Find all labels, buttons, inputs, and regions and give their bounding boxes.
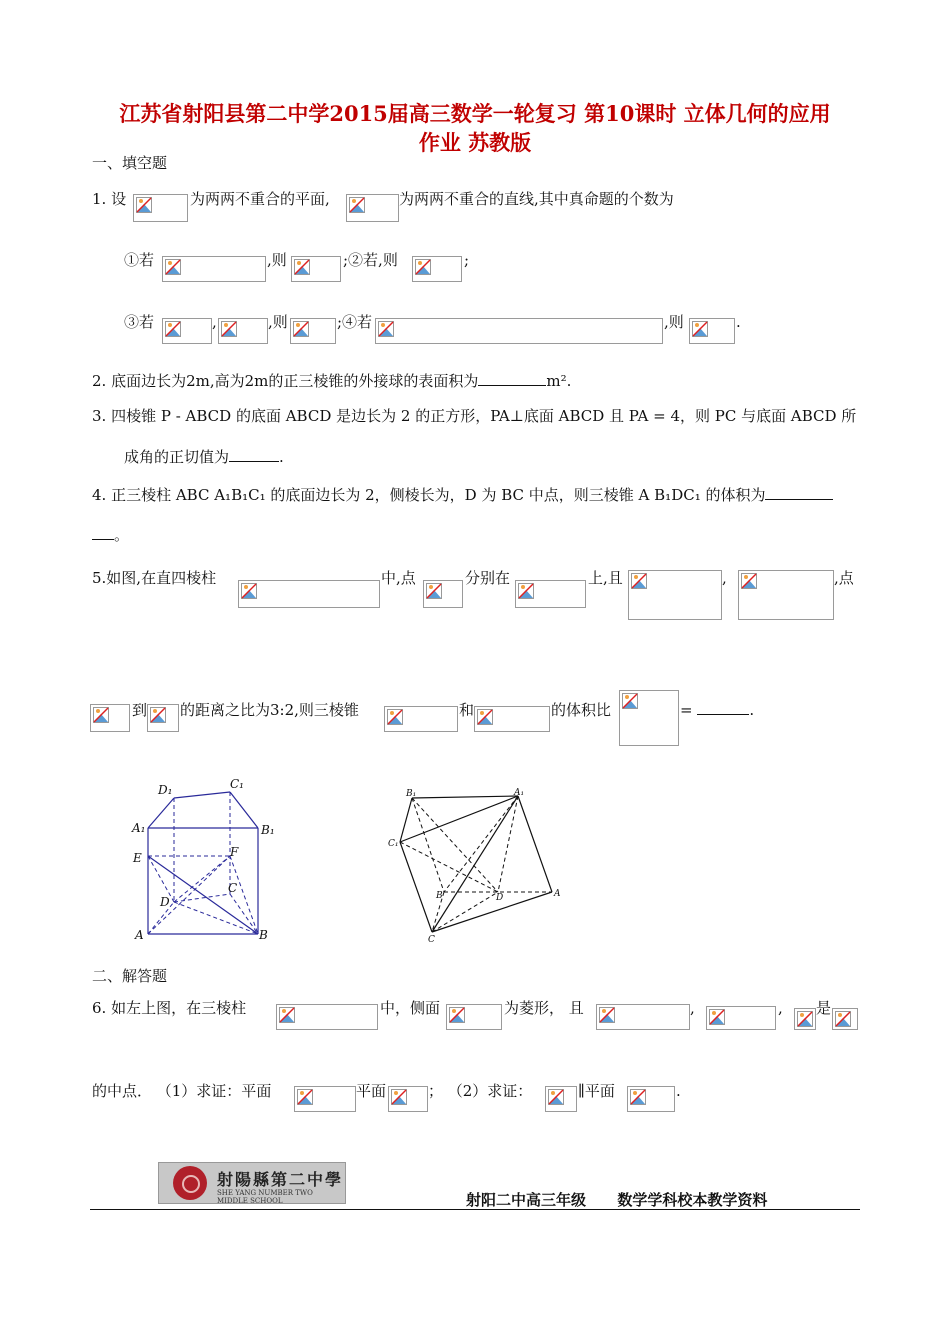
hidden-edge-b1-d bbox=[412, 798, 498, 892]
broken-image-icon bbox=[297, 1089, 313, 1105]
formula-image bbox=[689, 318, 735, 344]
broken-image-icon bbox=[477, 709, 493, 725]
q6-c: 为菱形， 且 bbox=[504, 999, 584, 1017]
answer-blank[interactable] bbox=[478, 371, 546, 386]
formula-image bbox=[346, 194, 399, 222]
label-d: D bbox=[160, 895, 170, 909]
broken-image-icon bbox=[165, 259, 181, 275]
edge-c1-b1 bbox=[230, 792, 258, 828]
q1-text-b: 为两两不重合的平面, bbox=[190, 190, 330, 208]
formula-image bbox=[294, 1086, 356, 1112]
broken-image-icon bbox=[391, 1089, 407, 1105]
answer-blank[interactable] bbox=[229, 447, 279, 462]
broken-image-icon bbox=[378, 321, 394, 337]
label-c: C bbox=[228, 881, 238, 895]
formula-image bbox=[291, 256, 341, 282]
q1-r2f: . bbox=[736, 313, 741, 331]
q4-line1 bbox=[92, 485, 833, 505]
q6-k: . bbox=[676, 1082, 681, 1100]
label-a: A bbox=[135, 928, 144, 942]
answer-blank[interactable] bbox=[697, 700, 749, 715]
footer-divider bbox=[90, 1209, 860, 1210]
label-a1: A₁ bbox=[132, 821, 146, 835]
prism-figure bbox=[128, 776, 278, 946]
edge-b1-c1 bbox=[400, 798, 412, 842]
q2-prefix: 2. 底面边长为2m,高为2m的正三棱锥的外接球的表面积为 bbox=[92, 372, 479, 390]
q4-line2 bbox=[92, 525, 129, 545]
q5-c: 分别在 bbox=[465, 569, 511, 587]
broken-image-icon bbox=[631, 573, 647, 589]
logo-chinese-name: 射陽縣第二中學 bbox=[217, 1170, 344, 1189]
q1-prefix: 1. 设 bbox=[92, 190, 127, 208]
formula-image bbox=[133, 194, 188, 222]
broken-image-icon bbox=[741, 573, 757, 589]
broken-image-icon bbox=[294, 259, 310, 275]
q6-f: 是 bbox=[816, 999, 832, 1017]
broken-image-icon bbox=[349, 197, 365, 213]
formula-image bbox=[162, 256, 266, 282]
formula-image bbox=[290, 318, 336, 344]
q6-j: ∥平面 bbox=[578, 1082, 615, 1100]
q5-d: 上,且 bbox=[588, 569, 623, 587]
label-b1: B₁ bbox=[406, 789, 417, 799]
q1-r1d: ; bbox=[464, 251, 470, 269]
formula-image bbox=[388, 1086, 428, 1112]
broken-image-icon bbox=[293, 321, 309, 337]
formula-image bbox=[596, 1004, 690, 1030]
q3-suffix: . bbox=[279, 448, 284, 466]
label-d: D bbox=[496, 893, 504, 903]
formula-image bbox=[375, 318, 663, 344]
q2-text bbox=[92, 371, 571, 391]
label-c: C bbox=[428, 935, 435, 945]
formula-image bbox=[90, 704, 130, 732]
q4-suffix: 。 bbox=[114, 526, 130, 544]
label-e: E bbox=[133, 851, 142, 865]
q1-r1a: ①若 bbox=[124, 251, 155, 269]
broken-image-icon bbox=[709, 1009, 725, 1025]
q6-h: 平面 bbox=[356, 1082, 387, 1100]
hidden-edge-d-b bbox=[174, 902, 258, 934]
q3-prefix: 成角的正切值为 bbox=[124, 448, 230, 466]
q5-e: , bbox=[722, 569, 727, 587]
q5-period: . bbox=[749, 701, 755, 719]
formula-image bbox=[794, 1008, 816, 1030]
hidden-edge-c-b bbox=[230, 894, 258, 934]
q6-b: 中，侧面 bbox=[380, 999, 441, 1017]
broken-image-icon bbox=[221, 321, 237, 337]
broken-image-icon bbox=[449, 1007, 465, 1023]
broken-image-icon bbox=[599, 1007, 615, 1023]
formula-image bbox=[619, 690, 679, 746]
q3-line1: 3. 四棱锥 P - ABCD 的底面 ABCD 是边长为 2 的正方形，PA⊥底面 ABCD 且 PA = 4，则 PC 与底面 ABCD 所 bbox=[92, 407, 857, 425]
q5-b: 中,点 bbox=[381, 569, 416, 587]
label-f: F bbox=[230, 845, 239, 859]
hidden-edge-d-f bbox=[174, 856, 230, 902]
section-fill-blank: 一、填空题 bbox=[92, 154, 168, 172]
broken-image-icon bbox=[630, 1089, 646, 1105]
broken-image-icon bbox=[835, 1011, 851, 1027]
q5-a: 5.如图,在直四棱柱 bbox=[92, 569, 217, 587]
document-title-line1: 江苏省射阳县第二中学2015届高三数学一轮复习 第10课时 立体几何的应用 bbox=[119, 101, 831, 126]
formula-image bbox=[832, 1008, 858, 1030]
formula-image bbox=[276, 1004, 378, 1030]
answer-blank[interactable] bbox=[765, 485, 833, 500]
q6-e: , bbox=[778, 999, 783, 1017]
formula-image bbox=[162, 318, 212, 344]
q1-r2e: ,则 bbox=[664, 313, 684, 331]
document-title-line2: 作业 苏教版 bbox=[418, 130, 532, 155]
section-solutions: 二、解答题 bbox=[92, 967, 168, 985]
q1-r1c: ;②若,则 bbox=[343, 251, 398, 269]
q1-r1b: ,则 bbox=[267, 251, 287, 269]
logo-english-name: SHE YANG NUMBER TWO MIDDLE SCHOOL bbox=[217, 1189, 313, 1205]
formula-image bbox=[147, 704, 179, 732]
broken-image-icon bbox=[797, 1011, 813, 1027]
broken-image-icon bbox=[241, 583, 257, 599]
q6-i: ； （2）求证： bbox=[428, 1082, 533, 1100]
q5-h: 的距离之比为3:2,则三棱锥 bbox=[180, 701, 359, 719]
label-b: B bbox=[259, 928, 268, 942]
q5-g: 到 bbox=[132, 701, 148, 719]
edge-b1-a1 bbox=[412, 796, 518, 798]
broken-image-icon bbox=[548, 1089, 564, 1105]
broken-image-icon bbox=[165, 321, 181, 337]
edge-d1-c1 bbox=[174, 792, 230, 798]
hidden-edge-f-b bbox=[230, 856, 258, 934]
q5-i: 和 bbox=[459, 701, 475, 719]
formula-image bbox=[238, 580, 380, 608]
q1-r2c: ,则 bbox=[268, 313, 288, 331]
q1-r2a: ③若 bbox=[124, 313, 155, 331]
formula-image bbox=[423, 580, 463, 608]
hidden-edge-b1-b bbox=[412, 798, 444, 892]
label-c1: C₁ bbox=[388, 839, 399, 849]
q6-a: 6. 如左上图，在三棱柱 bbox=[92, 999, 247, 1017]
broken-image-icon bbox=[426, 583, 442, 599]
formula-image bbox=[706, 1006, 776, 1030]
q3-line2 bbox=[124, 447, 284, 467]
formula-image bbox=[545, 1086, 577, 1112]
broken-image-icon bbox=[518, 583, 534, 599]
q5-f: ,点 bbox=[834, 569, 854, 587]
q1-text-c: 为两两不重合的直线,其中真命题的个数为 bbox=[399, 190, 674, 208]
formula-image bbox=[515, 580, 586, 608]
q1-r2d: ;④若 bbox=[337, 313, 373, 331]
formula-image bbox=[627, 1086, 675, 1112]
q2-suffix: m². bbox=[546, 372, 572, 390]
broken-image-icon bbox=[415, 259, 431, 275]
edge-a1-c bbox=[432, 796, 518, 932]
q6-g: 的中点． （1）求证：平面 bbox=[92, 1082, 272, 1100]
answer-blank[interactable] bbox=[92, 525, 114, 540]
q4-text: 4. 正三棱柱 ABC A₁B₁C₁ 的底面边长为 2，侧棱长为，D 为 BC 中点，则三棱锥 A B₁DC₁ 的体积为 bbox=[92, 486, 766, 504]
broken-image-icon bbox=[279, 1007, 295, 1023]
q5-equals: = bbox=[680, 701, 693, 719]
label-c1: C₁ bbox=[230, 777, 244, 791]
formula-image bbox=[474, 706, 550, 732]
formula-image bbox=[738, 570, 834, 620]
label-a: A bbox=[554, 889, 561, 899]
edge-c-a bbox=[432, 892, 552, 932]
broken-image-icon bbox=[622, 693, 638, 709]
footer-text: 射阳二中高三年级 数学学科校本教学资料 bbox=[466, 1191, 768, 1209]
broken-image-icon bbox=[93, 707, 109, 723]
school-logo bbox=[158, 1162, 346, 1204]
formula-image bbox=[628, 570, 722, 620]
label-a1: A₁ bbox=[514, 788, 525, 798]
formula-image bbox=[218, 318, 268, 344]
triangular-prism-figure bbox=[382, 784, 582, 946]
hidden-edge-a1-d bbox=[498, 796, 518, 892]
q1-r2b: , bbox=[212, 313, 217, 331]
label-b: B bbox=[436, 891, 443, 901]
formula-image bbox=[446, 1004, 502, 1030]
formula-image bbox=[384, 706, 458, 732]
label-d1: D₁ bbox=[158, 783, 173, 797]
formula-image bbox=[412, 256, 462, 282]
broken-image-icon bbox=[136, 197, 152, 213]
label-b1: B₁ bbox=[261, 823, 275, 837]
edge-a1-a bbox=[518, 796, 552, 892]
q5-answer bbox=[680, 700, 754, 720]
q5-j: 的体积比 bbox=[551, 701, 612, 719]
broken-image-icon bbox=[692, 321, 708, 337]
school-seal-icon bbox=[173, 1166, 207, 1200]
broken-image-icon bbox=[387, 709, 403, 725]
edge-a1-d1 bbox=[148, 798, 174, 828]
q6-d: , bbox=[690, 999, 695, 1017]
broken-image-icon bbox=[150, 707, 166, 723]
